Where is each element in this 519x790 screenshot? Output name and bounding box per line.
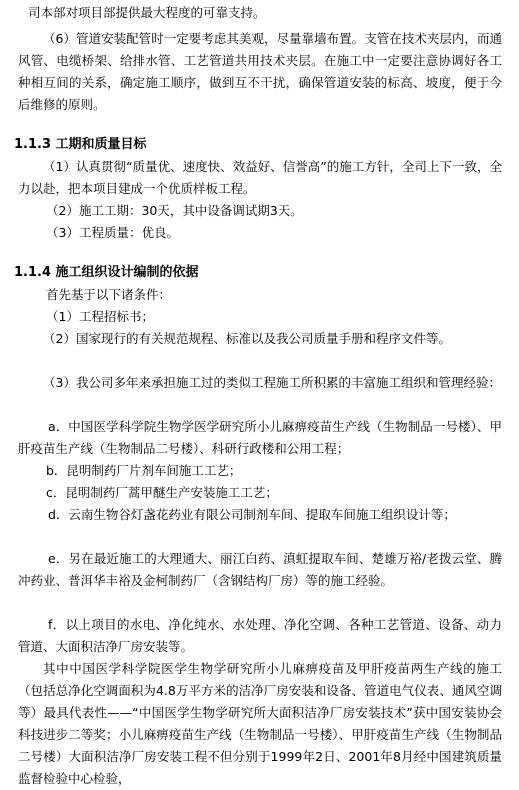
goal-item-3: （3）工程质量：优良。 [46,225,179,240]
experience-item-d: d．云南生物谷灯盏花药业有限公司制剂车间、提取车间施工组织设计等； [48,507,456,522]
basis-item-1: （1）工程招标书； [46,309,154,324]
section-heading-1-1-3: 1.1.3 工期和质量目标 [14,137,147,152]
experience-item-c: c．昆明制药厂蒿甲醚生产安装施工工艺； [46,485,278,500]
goal-item-1: （1）认真贯彻“质量优、速度快、效益好、信誉高”的施工方针，全司上下一致，全力以赴，把本项目建成一个优质样板工程。 [18,159,502,196]
basis-item-3: （3）我公司多年来承担施工过的类似工程施工所积累的丰富施工组织和管理经验： [43,375,501,390]
basis-intro: 首先基于以下诸条件： [46,287,172,302]
paragraph-representative-projects: 其中中国医学科学院医学生物学研究所小儿麻痹疫苗及甲肝疫苗两生产线的施工（包括总净化空调面积为4.8万平方米的洁净厂房安装和设备、管道电气仪表、通风空调等）最具代表性——“中国医学生物学研究所大面积洁净厂房安装技术”获中国安装协会科技进步二等奖；小儿麻痹疫苗生产线（生物制品一号楼）、甲肝疫苗生产线（生物制品二号楼）大面积洁净厂房安装工程不但分别于1999年2日、2001年8月经中国建筑质量监督检验中心检验， [18,661,502,786]
experience-item-b: b．昆明制药厂片剂车间施工工艺； [46,463,242,478]
section-heading-1-1-4: 1.1.4 施工组织设计编制的依据 [14,265,199,280]
paragraph-item-6: （6）管道安装配管时一定要考虑其美观，尽量靠墙布置。支管在技术夹层内，而通风管、电缆桥架、给排水管、工艺管道共用技术夹层。在施工中一定要注意协调好各工种相互间的关系，确定施工顺序，做到互不干扰，确保管道安装的标高、坡度，便于今后维修的原则。 [18,31,502,112]
paragraph-top: 司本部对项目部提供最大程度的可靠支持。 [28,5,266,20]
experience-item-e: e．另在最近施工的大理通大、丽江白药、滇虹提取车间、楚雄万裕/老拨云堂、腾冲药业、普洱华丰裕及金柯制药厂（含钢结构厂房）等的施工经验。 [18,551,502,588]
experience-item-a: a．中国医学科学院生物学医学研究所小儿麻痹疫苗生产线（生物制品一号楼）、甲肝疫苗生产线（生物制品二号楼）、科研行政楼和公用工程； [18,419,502,456]
goal-item-2: （2）施工工期：30天，其中设备调试期3天。 [46,203,303,218]
basis-item-2: （2）国家现行的有关规范规程、标准以及我公司质量手册和程序文件等。 [43,331,451,346]
experience-item-f: f．以上项目的水电、净化纯水、水处理、净化空调、各种工艺管道、设备、动力管道、大面积洁净厂房安装等。 [18,617,502,654]
